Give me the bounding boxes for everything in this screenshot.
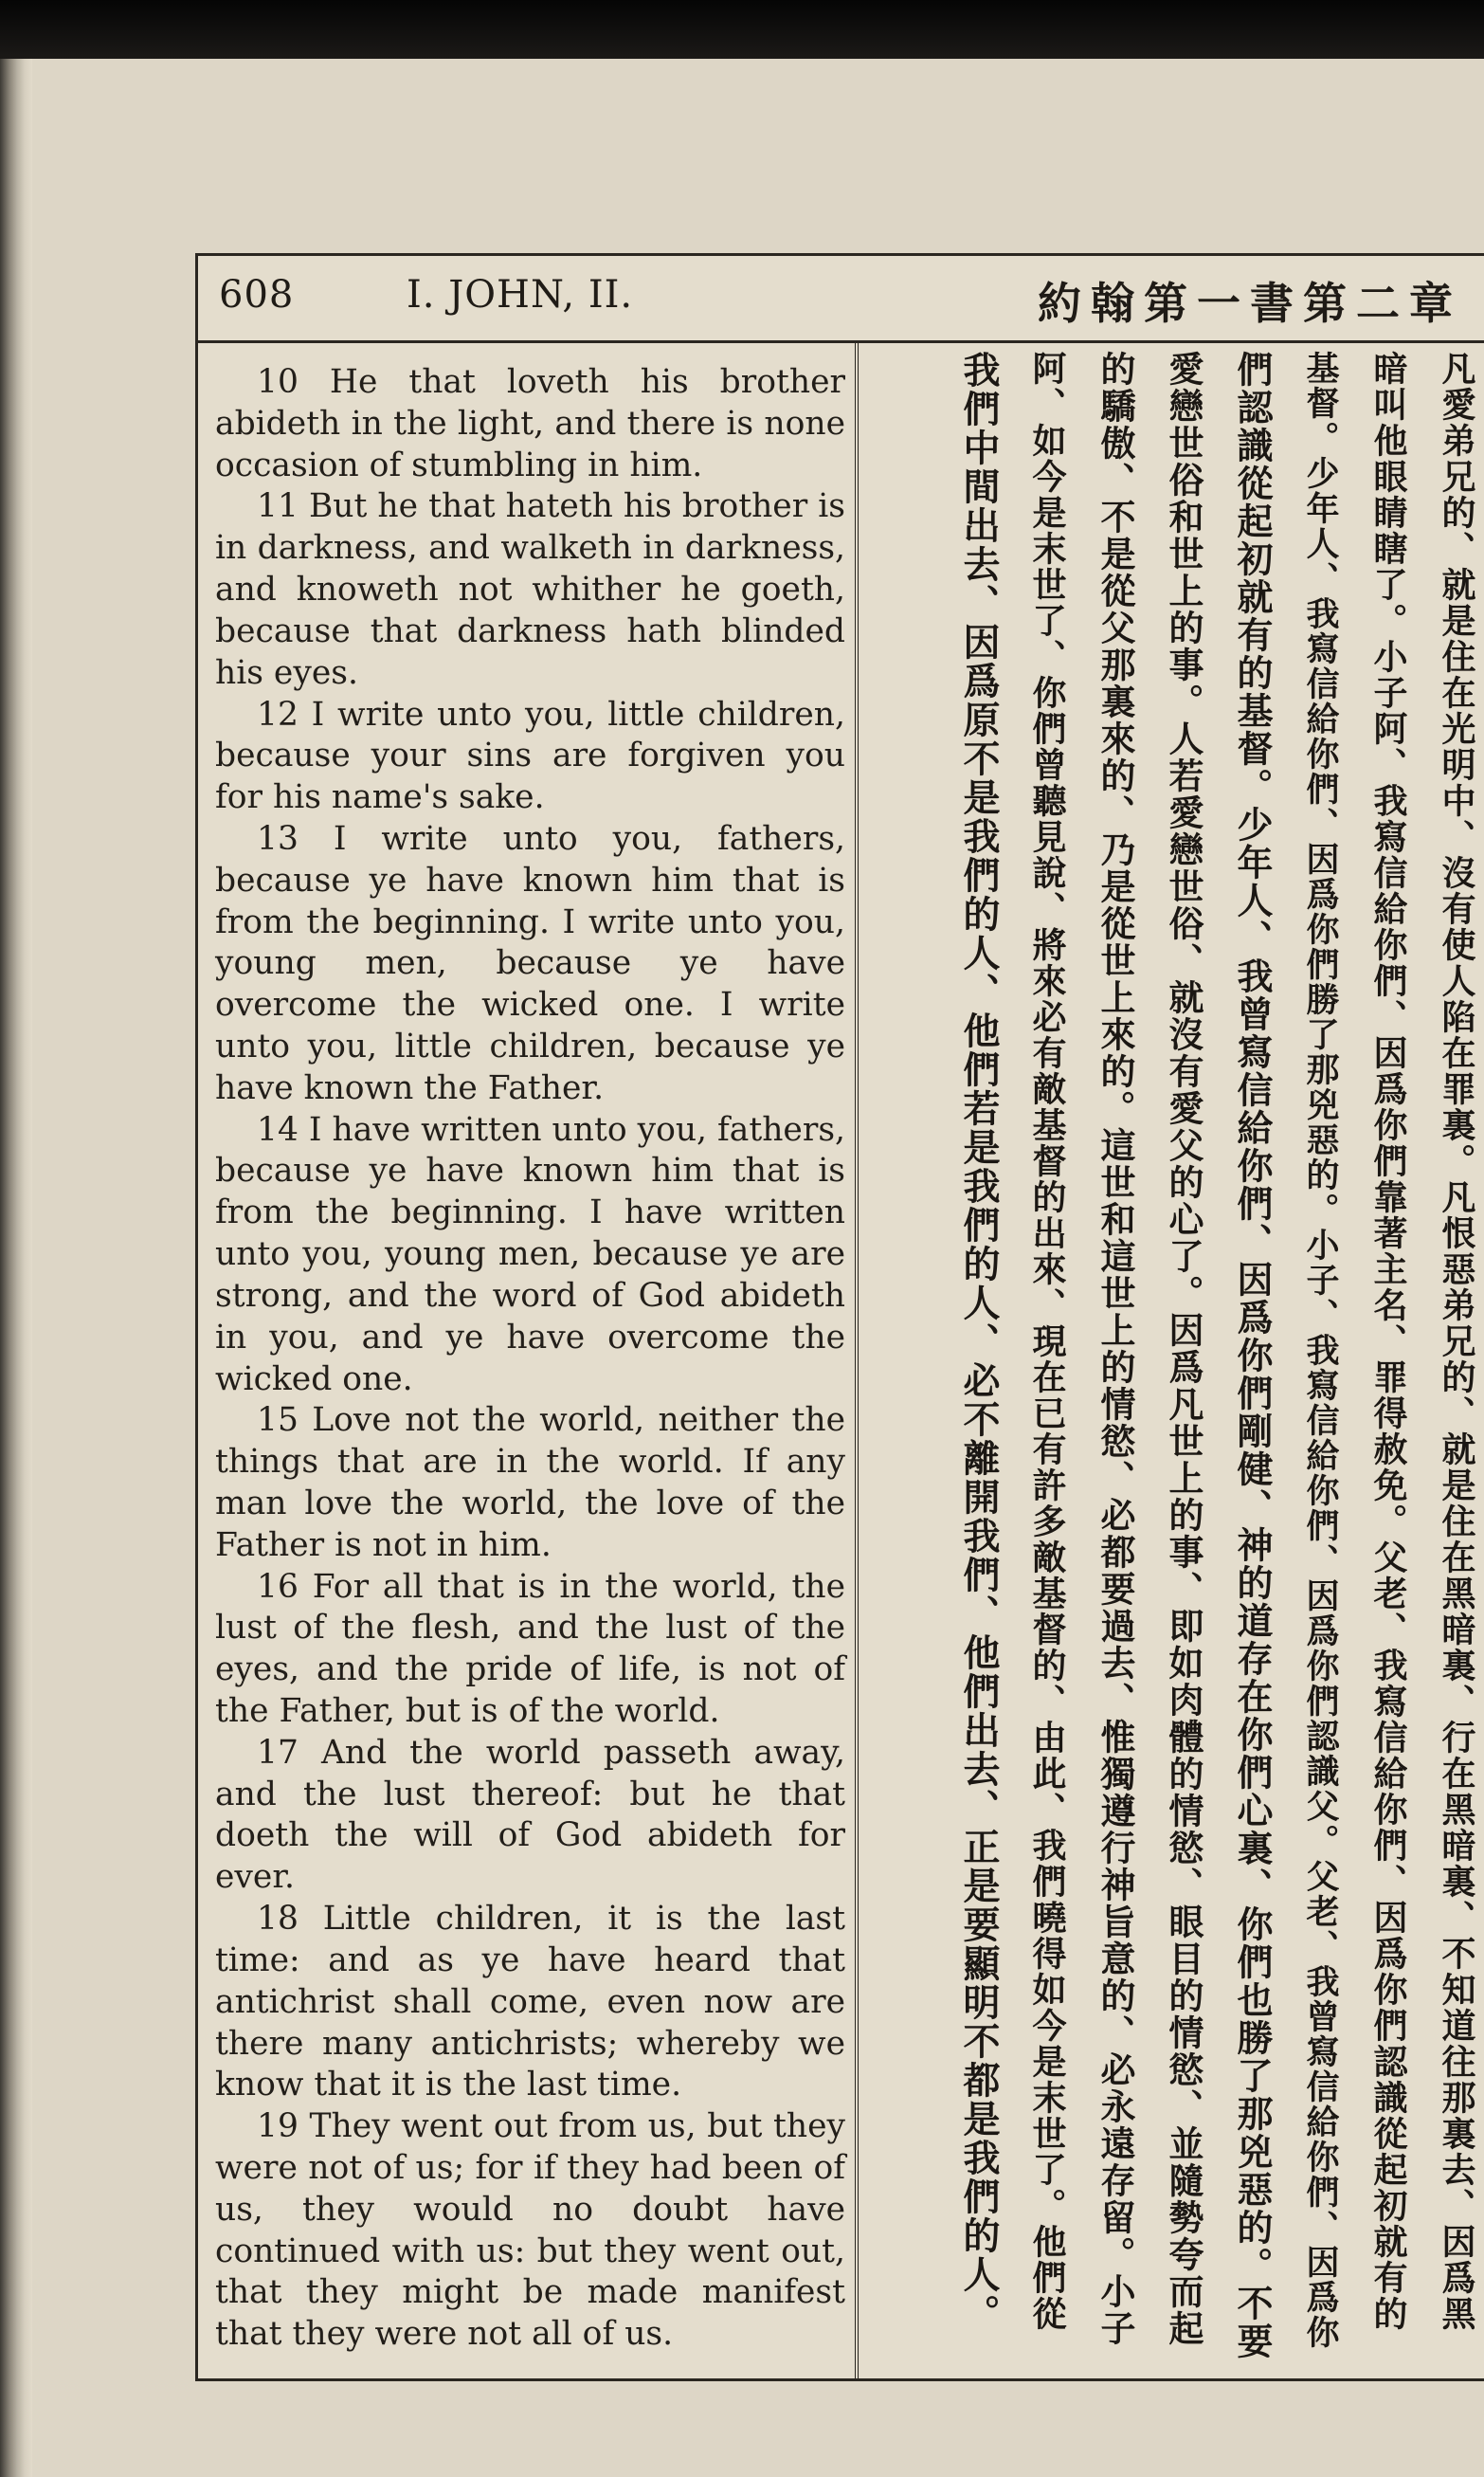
verse-19: 19 They went out from us, but they were not of us; for if they had been of us, they would no doubt have continued with us: but they went out, that they might be made manifest that they were not all of us. [215, 2107, 845, 2354]
verse-11: 11 But he that hateth his brother is in darkness, and walketh in darkness, and knoweth not whither he goeth, because that darkness hath blinded his eyes. [215, 487, 845, 692]
verse-15: 15 Love not the world, neither the things that are in the world. If any man love the world, the love of the Father is not in him. [215, 1401, 845, 1564]
column-divider [855, 343, 859, 2381]
verse-16: 16 For all that is in the world, the lust of the flesh, and the lust of the eyes, and the pride of life, is not of the Father, but is of the world. [215, 1567, 845, 1730]
english-column [215, 362, 845, 2356]
chinese-line: 們認識從起初就有的基督。少年人、我曾寫信給你們、因爲你們剛健、神的道存在你們心裏、你們也勝了那兇惡的。不要 [1231, 351, 1274, 2360]
verse-10: 10 He that loveth his brother abideth in the light, and there is none occasion of stumbling in him. [215, 363, 845, 484]
page-header [198, 256, 1484, 343]
chinese-line: 基督。少年人、我寫信給你們、因爲你們勝了那兇惡的。小子、我寫信給你們、因爲你們認識父。父老、我曾寫信給你們、因爲你 [1301, 351, 1340, 2350]
chinese-line: 暗叫他眼睛瞎了。小子阿、我寫信給你們、因爲你們靠著主名、罪得赦免。父老、我寫信給你們、因爲你們認識從起初就有的 [1368, 351, 1408, 2332]
running-title: I. JOHN, II. [407, 273, 634, 317]
page-frame [195, 253, 1484, 2381]
verse-13: 13 I write unto you, fathers, because ye have known him that is from the beginning. I write unto you, young men, because ye have overcome the wicked one. I write unto you, little children, because ye have known the Father. [215, 819, 845, 1107]
verse-14: 14 I have written unto you, fathers, because ye have known him that is from the beginning. I have written unto you, young men, because ye are strong, and the word of God abideth in you, and ye have overcome the wicked one. [215, 1110, 845, 1398]
chinese-title: 約翰第一書第二章 [1038, 278, 1462, 329]
verse-18: 18 Little children, it is the last time: and as ye have heard that antichrist shall come, even now are there many antichrists; whereby we know that it is the last time. [215, 1900, 845, 2104]
chinese-line: 我們中間出去、因爲原不是我們的人、他們若是我們的人、必不離開我們、他們出去、正是要顯明不都是我們的人。 [957, 351, 1001, 2333]
chinese-column [875, 351, 1484, 2370]
chinese-line: 的驕傲、不是從父那裏來的、乃是從世上來的。這世和這世上的情慾、必都要過去、惟獨遵行神旨意的、必永遠存留。小子 [1095, 351, 1136, 2347]
verse-12: 12 I write unto you, little children, because your sins are forgiven you for his name's sake. [215, 695, 845, 817]
chinese-line: 阿、如今是末世了、你們曾聽見說、將來必有敵基督的出來、現在已有許多敵基督的、由此、我們曉得如今是末世了。他們從 [1027, 351, 1067, 2332]
book-page [32, 59, 1484, 2477]
page-edge [0, 59, 32, 2477]
chinese-line: 凡愛弟兄的、就是住在光明中、沒有使人陷在罪裏。凡恨惡弟兄的、就是住在黑暗裏、行在黑暗裏、不知道往那裏去、因爲黑 [1437, 351, 1476, 2332]
verse-17: 17 And the world passeth away, and the lust thereof: but he that doeth the will of God abideth for ever. [215, 1733, 845, 1897]
page-number: 608 [219, 273, 295, 317]
top-shadow [0, 0, 1484, 59]
chinese-line: 愛戀世俗和世上的事。人若愛戀世俗、就沒有愛父的心了。因爲凡世上的事、即如肉體的情慾、眼目的情慾、並隨勢夸而起 [1163, 351, 1204, 2347]
